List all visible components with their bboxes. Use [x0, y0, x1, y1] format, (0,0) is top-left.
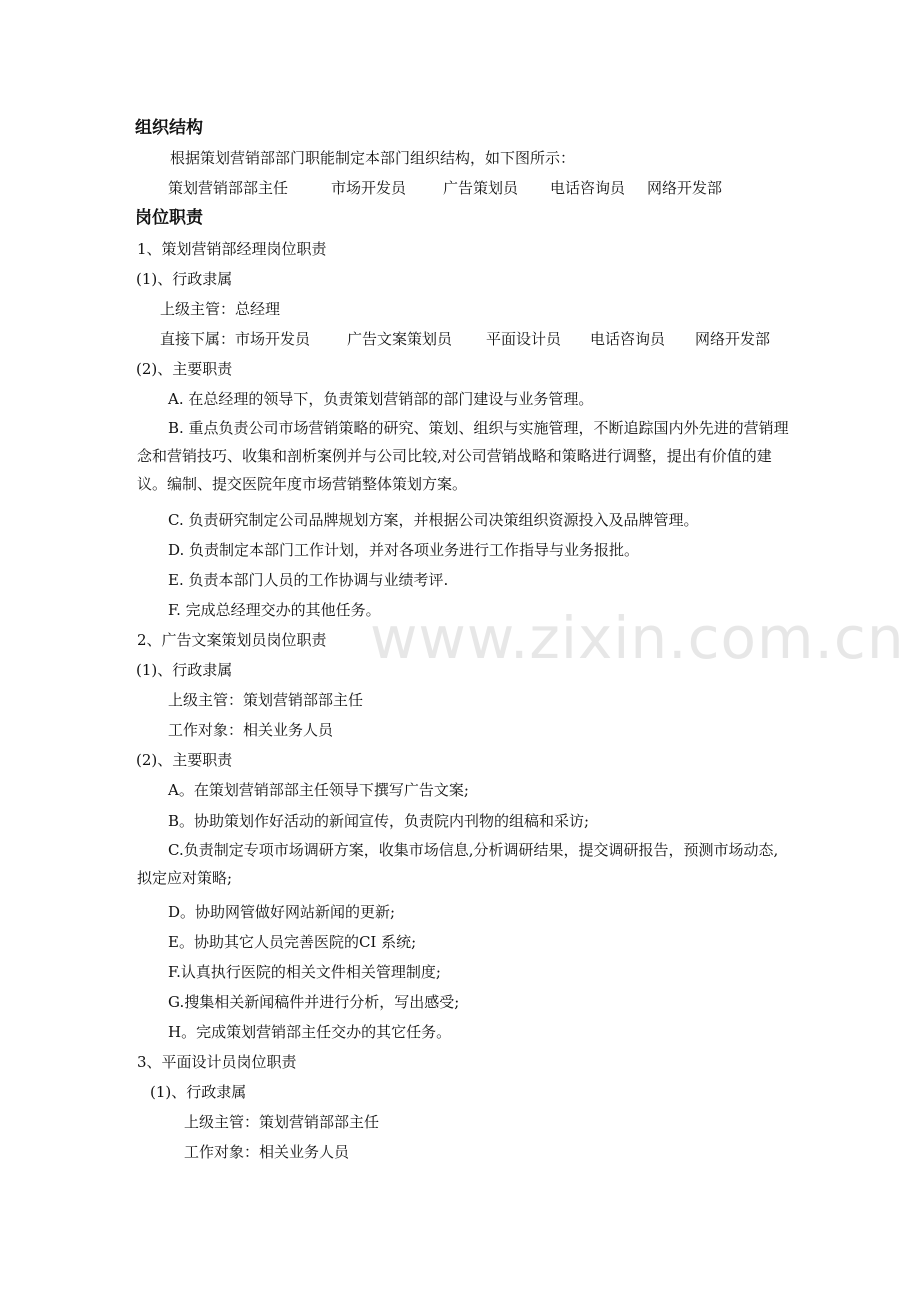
duty-item: F. 完成总经理交办的其他任务。: [168, 601, 381, 619]
subsection-title: (2)、主要职责: [136, 360, 233, 378]
duty-item: E。协助其它人员完善医院的CI 系统;: [168, 933, 417, 951]
subsection-title: (2)、主要职责: [136, 751, 233, 769]
duty-item: D. 负责制定本部门工作计划，并对各项业务进行工作指导与业务报批。: [168, 541, 640, 559]
duty-item: B. 重点负责公司市场营销策略的研究、策划、组织与实施管理，不断追踪国内外先进的营销理念和营销技巧、收集和剖析案例并与公司比较,对公司营销战略和策略进行调整，提出有价值的建议。编制、提交医院年度市场营销整体策划方案。: [137, 419, 789, 493]
duty-item: F.认真执行医院的相关文件相关管理制度;: [168, 963, 441, 981]
org-intro: 根据策划营销部部门职能制定本部门组织结构，如下图所示：: [170, 149, 576, 167]
duty-item: A. 在总经理的领导下，负责策划营销部的部门建设与业务管理。: [168, 390, 594, 408]
org-position: 广告策划员: [443, 179, 519, 197]
subsection-title: (1)、行政隶属: [136, 270, 233, 288]
duty-item: C.负责制定专项市场调研方案，收集市场信息,分析调研结果，提交调研报告，预测市场动态,拟定应对策略;: [137, 841, 779, 887]
watermark: www.zixin.com.cn: [370, 604, 905, 672]
duty-item: D。协助网管做好网站新闻的更新;: [168, 903, 396, 921]
subordinates-label: 直接下属：市场开发员: [160, 330, 311, 348]
work-target-line: 工作对象：相关业务人员: [168, 721, 334, 739]
section-title: 3、平面设计员岗位职责: [137, 1053, 297, 1071]
superior-line: 上级主管：总经理: [160, 300, 281, 318]
duty-item: B。协助策划作好活动的新闻宣传，负责院内刊物的组稿和采访;: [168, 812, 590, 830]
org-position: 市场开发员: [331, 179, 407, 197]
section-title: 1、策划营销部经理岗位职责: [137, 240, 327, 258]
org-position: 电话咨询员: [550, 179, 626, 197]
org-position: 策划营销部部主任: [168, 179, 289, 197]
subsection-title: (1)、行政隶属: [136, 661, 233, 679]
duties-heading: 岗位职责: [135, 208, 203, 228]
duty-item: A。在策划营销部部主任领导下撰写广告文案;: [168, 781, 469, 799]
org-heading: 组织结构: [135, 118, 203, 138]
subordinate: 广告文案策划员: [347, 330, 453, 348]
section-title: 2、广告文案策划员岗位职责: [137, 631, 327, 649]
duty-item: H。完成策划营销部主任交办的其它任务。: [168, 1023, 452, 1041]
subordinate: 电话咨询员: [590, 330, 666, 348]
subordinate: 网络开发部: [695, 330, 771, 348]
work-target-line: 工作对象：相关业务人员: [184, 1143, 350, 1161]
duty-item: G.搜集相关新闻稿件并进行分析，写出感受;: [168, 993, 460, 1011]
duty-item: C. 负责研究制定公司品牌规划方案，并根据公司决策组织资源投入及品牌管理。: [168, 511, 699, 529]
superior-line: 上级主管：策划营销部部主任: [168, 691, 364, 709]
subsection-title: (1)、行政隶属: [150, 1083, 247, 1101]
superior-line: 上级主管：策划营销部部主任: [184, 1113, 380, 1131]
duty-item: E. 负责本部门人员的工作协调与业绩考评.: [168, 571, 449, 589]
org-position: 网络开发部: [647, 179, 723, 197]
subordinate: 平面设计员: [486, 330, 562, 348]
